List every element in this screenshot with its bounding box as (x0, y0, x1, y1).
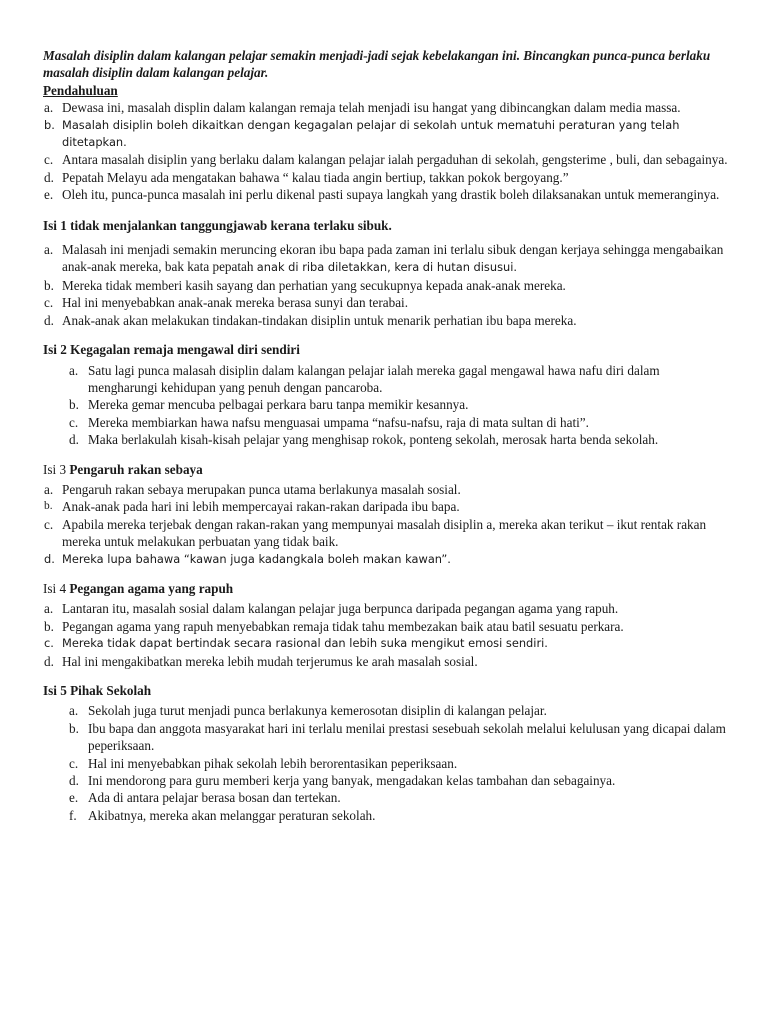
list-item: a. Satu lagi punca malasah disiplin dalam kalangan pelajar ialah mereka gagal mengawal hawa nafu diri dalam mengharungi kehidupan yang penuh dengan pancaroba. (69, 362, 660, 395)
list-isi-2 (43, 362, 732, 449)
list-item: c. Apabila mereka terjebak dengan rakan-rakan yang mempunyai masalah disiplin a, mereka akan terikut – ikut rentak rakan mereka untuk melakukan perbuatan yang tidak baik. (44, 516, 707, 550)
list-isi-3 (43, 481, 732, 568)
list-item: a. Lantaran itu, masalah sosial dalam kalangan pelajar juga berpunca daripada pegangan agama yang rapuh. (44, 601, 619, 617)
list-item: d. Anak-anak akan melakukan tindakan-tindakan disiplin untuk menarik perhatian ibu bapa mereka. (44, 312, 577, 328)
list-item: d. Pepatah Melayu ada mengatakan bahawa “ kalau tiada angin bertiup, takkan pokok bergoyang.” (44, 169, 569, 185)
list-item: f. Akibatnya, mereka akan melanggar peraturan sekolah. (69, 807, 376, 823)
list-item: a. Dewasa ini, masalah displin dalam kalangan remaja telah menjadi isu hangat yang dibincangkan dalam media massa. (44, 100, 681, 116)
list-item: e. Ada di antara pelajar berasa bosan dan tertekan. (69, 790, 341, 806)
list-item: c. Antara masalah disiplin yang berlaku dalam kalangan pelajar ialah pergaduhan di sekolah, gengsterime , buli, dan sebagainya. (44, 152, 728, 168)
list-item: b. Masalah disiplin boleh dikaitkan dengan kegagalan pelajar di sekolah untuk mematuhi peraturan yang telah ditetapkan. (44, 117, 680, 150)
list-item: b. Anak-anak pada hari ini lebih mempercayai rakan-rakan daripada ibu bapa. (44, 499, 460, 515)
list-item: b. Mereka tidak memberi kasih sayang dan perhatian yang secukupnya kepada anak-anak mereka. (44, 277, 566, 293)
essay-question: Masalah disiplin dalam kalangan pelajar semakin menjadi-jadi sejak kebelakangan ini. Bincangkan punca-punca berlaku masalah disiplin dalam kalangan pelajar. (43, 48, 711, 81)
list-item: a. Malasah ini menjadi semakin meruncing ekoran ibu bapa pada zaman ini terlalu sibuk dengan kerjaya sehingga mengabaikan anak-anak mereka, bak kata pepatah anak di riba diletakkan, kera di hutan disusui. (44, 242, 724, 275)
list-item: a. Pengaruh rakan sebaya merupakan punca utama berlakunya masalah sosial. (44, 481, 461, 497)
section-title-isi-1: Isi 1 tidak menjalankan tanggungjawab kerana terlaku sibuk. (43, 217, 392, 233)
list-isi-5 (43, 702, 732, 824)
section-title-pendahuluan: Pendahuluan (43, 82, 118, 98)
section-title-isi-2: Isi 2 Kegagalan remaja mengawal diri sendiri (43, 342, 300, 358)
list-item: e. Oleh itu, punca-punca masalah ini perlu dikenal pasti supaya langkah yang drastik boleh dilaksanakan untuk memeranginya. (44, 187, 720, 203)
list-item: b. Ibu bapa dan anggota masyarakat hari ini terlalu menilai prestasi sesebuah sekolah melalui kelulusan yang dicapai dalam peperiksaan. (69, 720, 726, 754)
list-isi-4 (43, 600, 732, 670)
list-item: d. Hal ini mengakibatkan mereka lebih mudah terjerumus ke arah masalah sosial. (44, 653, 478, 669)
list-item: b. Mereka gemar mencuba pelbagai perkara baru tanpa memikir kesannya. (69, 397, 469, 413)
list-item: b. Pegangan agama yang rapuh menyebabkan remaja tidak tahu membezakan baik atau batil sesuatu perkara. (44, 618, 624, 634)
section-title-isi-3: Isi 3 Pengaruh rakan sebaya (43, 461, 203, 477)
section-title-isi-5: Isi 5 Pihak Sekolah (43, 683, 152, 698)
list-item: d. Ini mendorong para guru memberi kerja yang banyak, mengadakan kelas tambahan dan sebagainya. (69, 773, 616, 789)
list-item: c. Hal ini menyebabkan anak-anak mereka berasa sunyi dan terabai. (44, 295, 409, 311)
list-item: c. Mereka tidak dapat bertindak secara rasional dan lebih suka mengikut emosi sendiri. (44, 636, 548, 651)
list-isi-1 (43, 241, 732, 329)
list-item: d. Mereka lupa bahawa “kawan juga kadangkala boleh makan kawan”. (44, 551, 451, 566)
list-item: d. Maka berlakulah kisah-kisah pelajar yang menghisap rokok, ponteng sekolah, merosak harta benda sekolah. (69, 432, 659, 448)
list-item: c. Mereka membiarkan hawa nafsu menguasai umpama “nafsu-nafsu, raja di mata sultan di hati”. (69, 414, 589, 430)
section-title-isi-4: Isi 4 Pegangan agama yang rapuh (43, 580, 234, 596)
list-item: a. Sekolah juga turut menjadi punca berlakunya kemerosotan disiplin di kalangan pelajar. (69, 703, 547, 719)
list-pendahuluan (43, 99, 732, 203)
list-item: c. Hal ini menyebabkan pihak sekolah lebih berorentasikan peperiksaan. (69, 755, 458, 771)
